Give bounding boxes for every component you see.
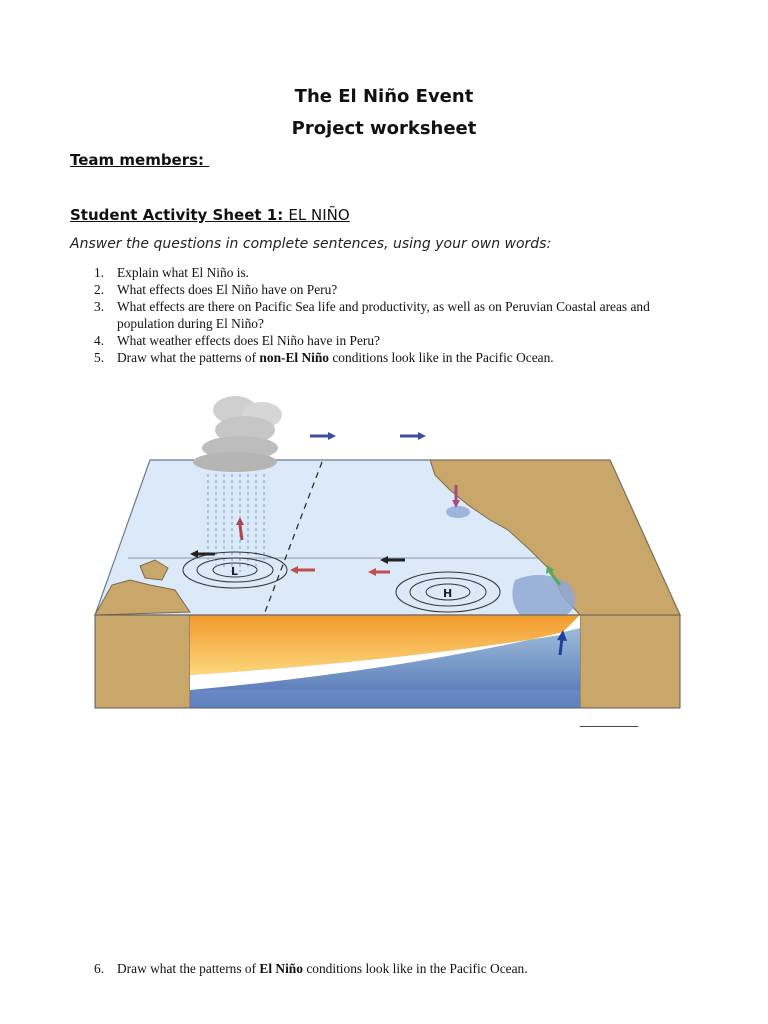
west-land-block <box>95 615 190 708</box>
question-text-bold: non-El Niño <box>259 350 330 365</box>
question-number: 6. <box>94 961 105 976</box>
deep-bottom-band <box>190 690 580 708</box>
question-text-end: conditions look like in the Pacific Ocean. <box>329 350 554 365</box>
question-text: What effects are there on Pacific Sea life and productivity, as well as on Peruvian Coastal areas and population during El Niño? <box>117 299 650 331</box>
question-text-start: Draw what the patterns of <box>117 961 260 976</box>
upper-wind-arrowhead-2 <box>418 432 426 440</box>
blank-line <box>580 726 638 727</box>
rising-air-arrow <box>240 525 242 540</box>
team-members-label: Team members: <box>70 151 210 169</box>
cloud-icon <box>193 396 282 472</box>
non-el-nino-diagram <box>90 390 690 730</box>
question-text: What effects does El Niño have on Peru? <box>117 282 338 297</box>
title-line-1: The El Niño Event <box>294 86 474 107</box>
question-text <box>117 960 697 977</box>
question-number: 4. <box>94 333 105 348</box>
question-text-end: conditions look like in the Pacific Ocean. <box>302 961 528 976</box>
cool-water-patch <box>446 506 470 518</box>
question-text <box>117 349 697 366</box>
instructions: Answer the questions in complete sentences, using your own words: <box>70 236 552 252</box>
question-number: 5. <box>94 350 105 365</box>
high-label: H <box>443 587 453 600</box>
question-number: 1. <box>94 265 105 280</box>
upwelling-arrow <box>560 638 562 655</box>
question-text: What weather effects does El Niño have in Peru? <box>117 333 381 348</box>
activity-sheet-heading <box>70 206 350 224</box>
question-number: 2. <box>94 282 105 297</box>
question-text-start: Draw what the patterns of <box>117 350 260 365</box>
question-text-bold: El Niño <box>259 961 303 976</box>
upper-wind-arrowhead-1 <box>328 432 336 440</box>
activity-sheet-heading-bold: Student Activity Sheet 1: <box>70 206 289 224</box>
activity-sheet-heading-topic: EL NIÑO <box>288 206 350 224</box>
question-number: 3. <box>94 299 105 314</box>
low-label: L <box>231 565 239 578</box>
question-text: Explain what El Niño is. <box>117 265 250 280</box>
east-land-block <box>580 615 680 708</box>
title-line-2: Project worksheet <box>291 118 477 139</box>
